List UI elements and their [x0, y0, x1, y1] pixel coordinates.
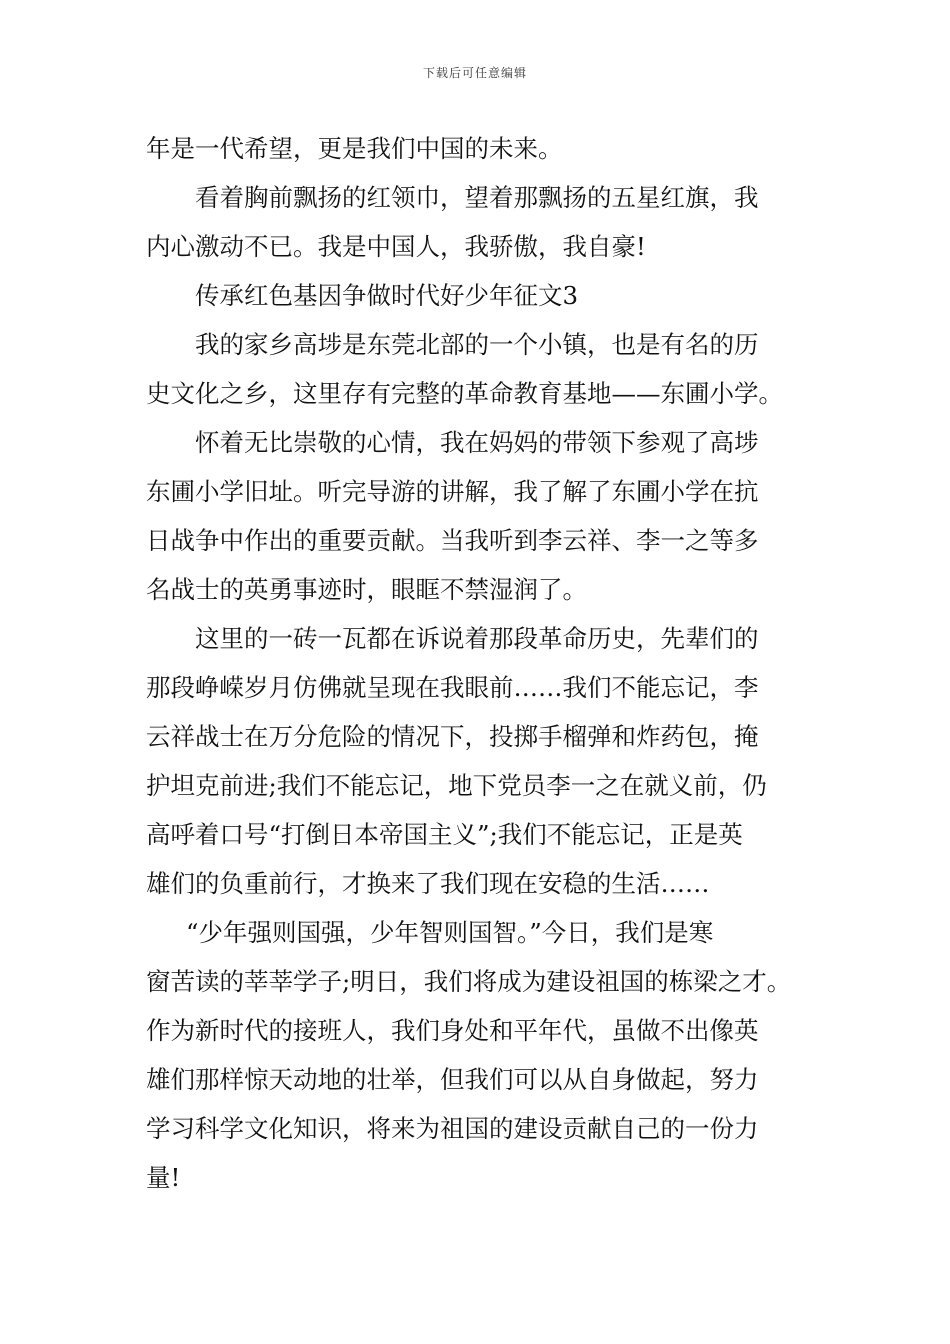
- text-line: 这里的一砖一瓦都在诉说着那段革命历史，先辈们的: [195, 624, 759, 653]
- text-line: 学习科学文化知识，将来为祖国的建设贡献自己的一份力: [146, 1114, 759, 1143]
- text-line: 史文化之乡，这里存有完整的革命教育基地——东圃小学。: [146, 379, 783, 408]
- text-line: 护坦克前进;我们不能忘记，地下党员李一之在就义前，仍: [146, 771, 767, 800]
- page-header: 下载后可任意编辑: [422, 66, 527, 80]
- text-line: 量!: [146, 1163, 181, 1192]
- text-line: 名战士的英勇事迹时，眼眶不禁湿润了。: [146, 575, 587, 604]
- text-line: 高呼着口号“打倒日本帝国主义”;我们不能忘记，正是英: [146, 820, 743, 849]
- text-line: 看着胸前飘扬的红领巾，望着那飘扬的五星红旗，我: [195, 183, 759, 212]
- text-line: 云祥战士在万分危险的情况下，投掷手榴弹和炸药包，掩: [146, 722, 759, 751]
- text-line: “少年强则国强，少年智则国智。”今日，我们是寒: [186, 918, 714, 947]
- text-line: 雄们那样惊天动地的壮举，但我们可以从自身做起，努力: [146, 1065, 759, 1094]
- text-line: 年是一代希望，更是我们中国的未来。: [146, 134, 563, 163]
- text-line: 窗苦读的莘莘学子;明日，我们将成为建设祖国的栋梁之才。: [146, 967, 792, 996]
- text-line: 东圃小学旧址。听完导游的讲解，我了解了东圃小学在抗: [146, 477, 759, 506]
- text-line: 日战争中作出的重要贡献。当我听到李云祥、李一之等多: [146, 526, 759, 555]
- text-line: 怀着无比崇敬的心情，我在妈妈的带领下参观了高埗: [195, 428, 759, 457]
- text-line: 内心激动不已。我是中国人，我骄傲，我自豪!: [146, 232, 646, 261]
- text-line: 那段峥嵘岁月仿佛就呈现在我眼前……我们不能忘记，李: [146, 673, 759, 702]
- section-title: 传承红色基因争做时代好少年征文3: [195, 281, 579, 310]
- text-line: 我的家乡高埗是东莞北部的一个小镇，也是有名的历: [195, 330, 759, 359]
- document-body: [146, 124, 816, 1202]
- text-line: 作为新时代的接班人，我们身处和平年代，虽做不出像英: [146, 1016, 759, 1045]
- text-line: 雄们的负重前行，才换来了我们现在安稳的生活……: [146, 869, 710, 898]
